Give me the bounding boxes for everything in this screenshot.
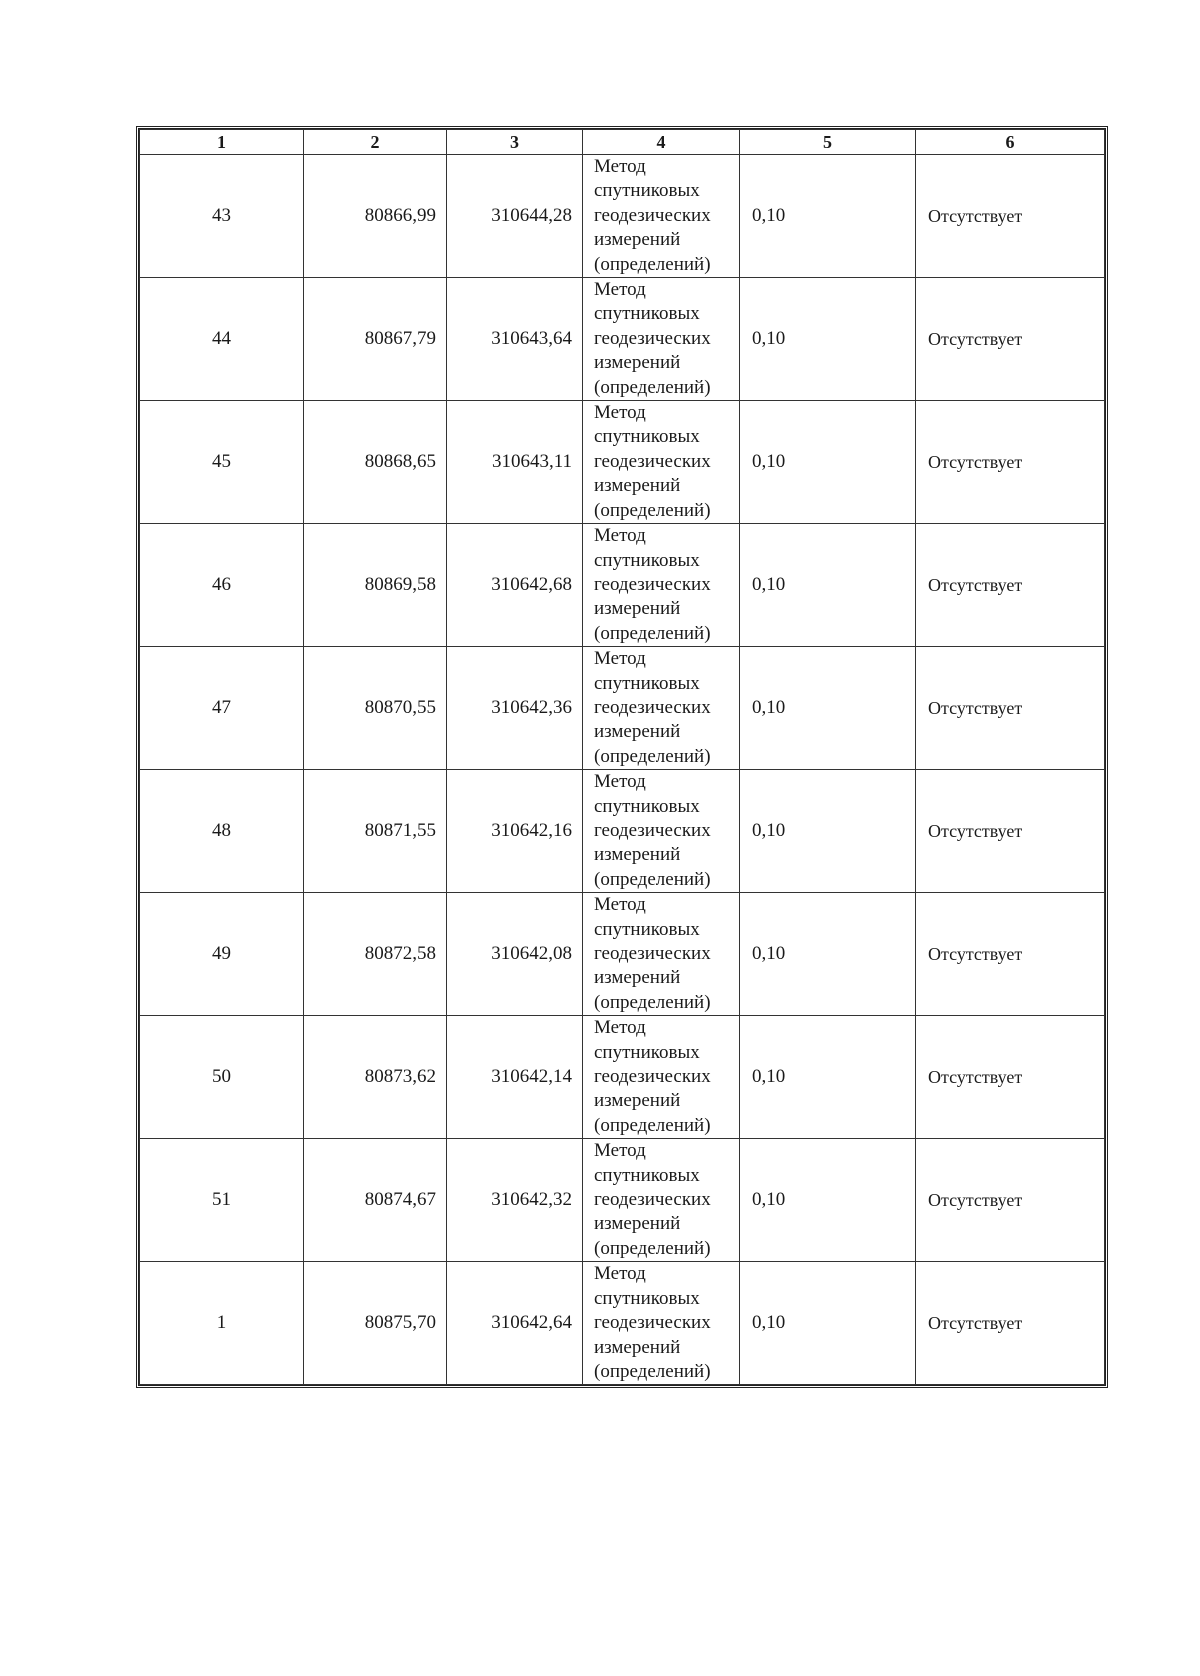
x-coordinate-cell: 80870,55: [304, 647, 447, 770]
method-line: спутниковых: [594, 549, 700, 571]
table-row: [140, 1262, 1105, 1385]
table-row: [140, 401, 1105, 524]
table-row: [140, 155, 1105, 278]
coordinates-table-frame: [136, 126, 1108, 1388]
method-line: Метод: [594, 648, 646, 670]
method-line: измерений: [594, 1336, 681, 1358]
table-row: [140, 1139, 1105, 1262]
table-row: [140, 770, 1105, 893]
method-line: измерений: [594, 598, 681, 620]
status-cell: Отсутствует: [916, 155, 1105, 278]
table-body: [140, 155, 1105, 1385]
method-line: Метод: [594, 279, 646, 301]
method-line: (определений): [594, 991, 711, 1013]
x-coordinate-cell: 80871,55: [304, 770, 447, 893]
x-coordinate-cell: 80868,65: [304, 401, 447, 524]
method-line: измерений: [594, 352, 681, 374]
method-cell: [583, 647, 740, 770]
point-number-cell: 47: [140, 647, 304, 770]
status-cell: Отсутствует: [916, 278, 1105, 401]
method-line: геодезических: [594, 450, 711, 472]
method-line: геодезических: [594, 573, 711, 595]
method-line: измерений: [594, 1213, 681, 1235]
method-line: спутниковых: [594, 795, 700, 817]
x-coordinate-cell: 80874,67: [304, 1139, 447, 1262]
point-number-cell: 48: [140, 770, 304, 893]
accuracy-cell: 0,10: [740, 524, 916, 647]
y-coordinate-cell: 310642,14: [447, 1016, 583, 1139]
y-coordinate-cell: 310642,32: [447, 1139, 583, 1262]
header-cell-3: 3: [447, 130, 583, 155]
method-line: измерений: [594, 229, 681, 251]
method-cell: [583, 401, 740, 524]
method-cell: [583, 893, 740, 1016]
method-line: измерений: [594, 1090, 681, 1112]
status-cell: Отсутствует: [916, 647, 1105, 770]
method-line: геодезических: [594, 696, 711, 718]
table-header: [140, 130, 1105, 155]
header-cell-1: 1: [140, 130, 304, 155]
point-number-cell: 50: [140, 1016, 304, 1139]
method-line: Метод: [594, 1017, 646, 1039]
status-cell: Отсутствует: [916, 1016, 1105, 1139]
point-number-cell: 46: [140, 524, 304, 647]
header-cell-5: 5: [740, 130, 916, 155]
method-line: (определений): [594, 376, 711, 398]
method-cell: [583, 1262, 740, 1385]
method-line: измерений: [594, 475, 681, 497]
accuracy-cell: 0,10: [740, 1262, 916, 1385]
method-line: спутниковых: [594, 426, 700, 448]
method-line: спутниковых: [594, 672, 700, 694]
y-coordinate-cell: 310642,16: [447, 770, 583, 893]
method-line: геодезических: [594, 327, 711, 349]
point-number-cell: 1: [140, 1262, 304, 1385]
accuracy-cell: 0,10: [740, 893, 916, 1016]
method-line: Метод: [594, 156, 646, 177]
x-coordinate-cell: 80869,58: [304, 524, 447, 647]
accuracy-cell: 0,10: [740, 278, 916, 401]
point-number-cell: 43: [140, 155, 304, 278]
y-coordinate-cell: 310643,64: [447, 278, 583, 401]
x-coordinate-cell: 80875,70: [304, 1262, 447, 1385]
method-line: геодезических: [594, 1066, 711, 1088]
method-line: геодезических: [594, 1312, 711, 1334]
accuracy-cell: 0,10: [740, 1139, 916, 1262]
header-cell-4: 4: [583, 130, 740, 155]
y-coordinate-cell: 310642,08: [447, 893, 583, 1016]
method-line: измерений: [594, 721, 681, 743]
point-number-cell: 44: [140, 278, 304, 401]
status-cell: Отсутствует: [916, 770, 1105, 893]
status-cell: Отсутствует: [916, 401, 1105, 524]
table-row: [140, 647, 1105, 770]
table-row: [140, 893, 1105, 1016]
method-cell: [583, 1016, 740, 1139]
method-line: Метод: [594, 402, 646, 424]
method-line: (определений): [594, 499, 711, 521]
method-line: спутниковых: [594, 1164, 700, 1186]
x-coordinate-cell: 80867,79: [304, 278, 447, 401]
header-row: [140, 130, 1105, 155]
status-cell: Отсутствует: [916, 1139, 1105, 1262]
y-coordinate-cell: 310642,68: [447, 524, 583, 647]
method-line: спутниковых: [594, 303, 700, 325]
method-cell: [583, 278, 740, 401]
x-coordinate-cell: 80872,58: [304, 893, 447, 1016]
method-line: спутниковых: [594, 1041, 700, 1063]
method-line: геодезических: [594, 943, 711, 964]
method-line: Метод: [594, 1263, 646, 1285]
method-line: геодезических: [594, 204, 711, 226]
coordinates-table: [139, 129, 1105, 1385]
accuracy-cell: 0,10: [740, 770, 916, 893]
y-coordinate-cell: 310644,28: [447, 155, 583, 278]
status-cell: Отсутствует: [916, 893, 1105, 1016]
accuracy-cell: 0,10: [740, 1016, 916, 1139]
method-line: спутниковых: [594, 918, 700, 940]
table-row: [140, 1016, 1105, 1139]
method-line: Метод: [594, 525, 646, 547]
method-line: (определений): [594, 253, 711, 275]
header-cell-2: 2: [304, 130, 447, 155]
method-line: Метод: [594, 894, 646, 916]
y-coordinate-cell: 310643,11: [447, 401, 583, 524]
table-row: [140, 524, 1105, 647]
method-line: (определений): [594, 622, 711, 644]
method-line: геодезических: [594, 1189, 711, 1211]
method-line: (определений): [594, 745, 711, 767]
table-row: [140, 278, 1105, 401]
status-cell: Отсутствует: [916, 524, 1105, 647]
point-number-cell: 51: [140, 1139, 304, 1262]
y-coordinate-cell: 310642,64: [447, 1262, 583, 1385]
accuracy-cell: 0,10: [740, 647, 916, 770]
point-number-cell: 45: [140, 401, 304, 524]
method-line: измерений: [594, 967, 681, 989]
method-line: спутниковых: [594, 180, 700, 202]
method-cell: [583, 1139, 740, 1262]
status-cell: Отсутствует: [916, 1262, 1105, 1385]
method-line: геодезических: [594, 819, 711, 841]
method-line: Метод: [594, 1140, 646, 1162]
accuracy-cell: 0,10: [740, 401, 916, 524]
method-line: Метод: [594, 771, 646, 793]
x-coordinate-cell: 80873,62: [304, 1016, 447, 1139]
method-cell: [583, 155, 740, 278]
point-number-cell: 49: [140, 893, 304, 1016]
method-cell: [583, 524, 740, 647]
method-line: спутниковых: [594, 1287, 700, 1309]
accuracy-cell: 0,10: [740, 155, 916, 278]
header-cell-6: 6: [916, 130, 1105, 155]
method-line: (определений): [594, 1114, 711, 1136]
method-line: (определений): [594, 1360, 711, 1382]
method-cell: [583, 770, 740, 893]
method-line: (определений): [594, 1237, 711, 1259]
y-coordinate-cell: 310642,36: [447, 647, 583, 770]
x-coordinate-cell: 80866,99: [304, 155, 447, 278]
method-line: измерений: [594, 844, 681, 866]
method-line: (определений): [594, 868, 711, 890]
